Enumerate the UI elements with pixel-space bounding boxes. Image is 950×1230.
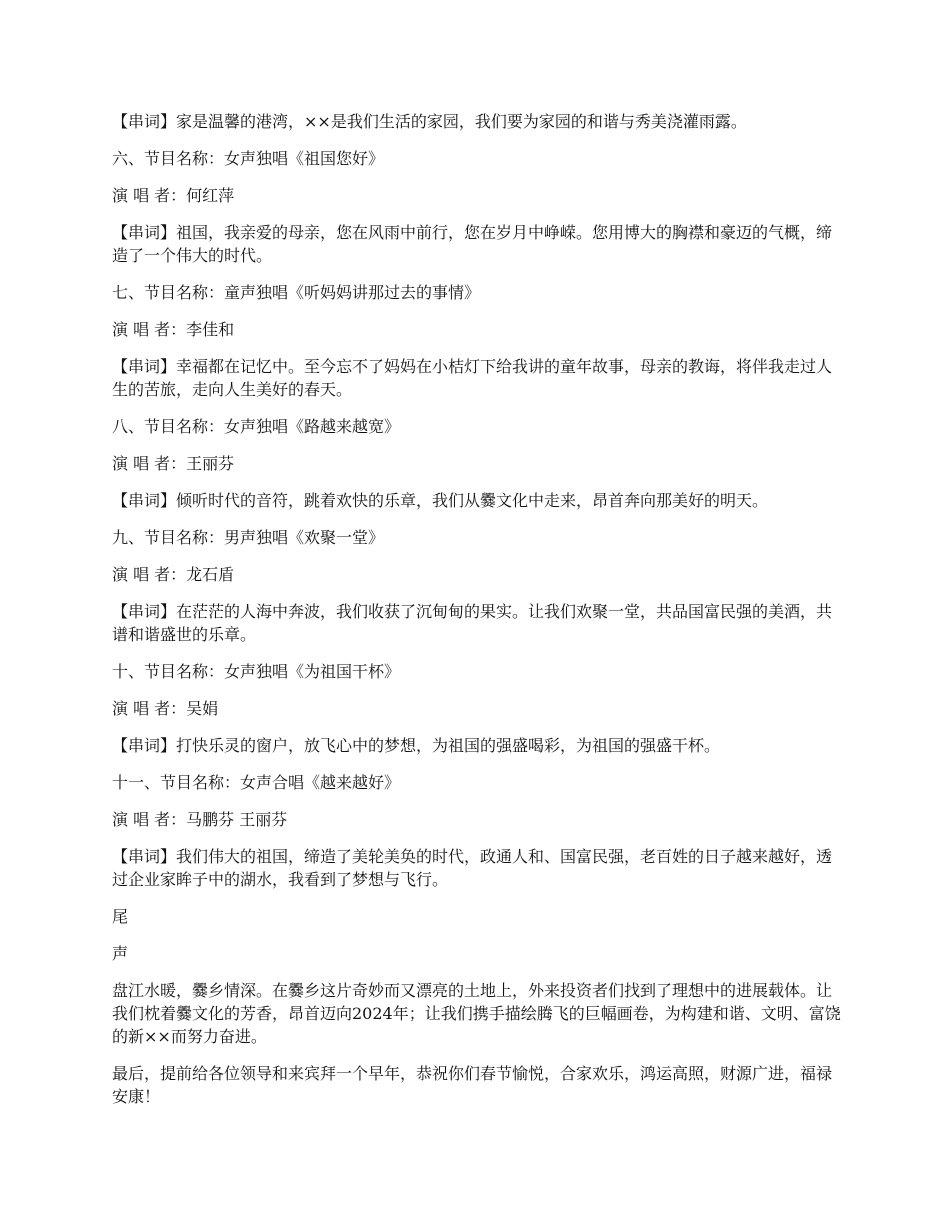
paragraph-transition-10: 【串词】打快乐灵的窗户，放飞心中的梦想，为祖国的强盛喝彩，为祖国的强盛干杯。	[112, 736, 721, 755]
epilogue-heading-part-2: 声	[112, 944, 129, 963]
epilogue-heading-part-1: 尾	[112, 907, 129, 926]
performer-9: 演 唱 者：龙石盾	[112, 565, 235, 584]
paragraph-transition-9: 【串词】在茫茫的人海中奔波，我们收获了沉甸甸的果实。让我们欢聚一堂，共品国富民强的美酒，共谱和谐盛世的乐章。	[112, 602, 833, 644]
performer-10: 演 唱 者：吴娟	[112, 699, 219, 718]
document-body	[112, 110, 842, 1122]
performer-8: 演 唱 者：王丽芬	[112, 454, 235, 473]
performer-7: 演 唱 者：李佳和	[112, 320, 235, 339]
paragraph-transition-6: 【串词】祖国，我亲爱的母亲，您在风雨中前行，您在岁月中峥嵘。您用博大的胸襟和豪迈的气概，缔造了一个伟大的时代。	[112, 223, 833, 265]
program-title-6: 六、节目名称：女声独唱《祖国您好》	[112, 149, 385, 168]
paragraph-transition-11: 【串词】我们伟大的祖国，缔造了美轮美奂的时代，政通人和、国富民强，老百姓的日子越来越好，透过企业家眸子中的湖水，我看到了梦想与飞行。	[112, 847, 833, 889]
performer-6: 演 唱 者：何红萍	[112, 186, 235, 205]
closing-paragraph: 最后，提前给各位领导和来宾拜一个早年，恭祝你们春节愉悦，合家欢乐，鸿运高照，财源广进，福禄安康！	[112, 1064, 833, 1106]
program-title-7: 七、节目名称：童声独唱《听妈妈讲那过去的事情》	[112, 283, 481, 302]
program-title-8: 八、节目名称：女声独唱《路越来越宽》	[112, 417, 401, 436]
program-title-9: 九、节目名称：男声独唱《欢聚一堂》	[112, 528, 385, 547]
program-title-11: 十一、节目名称：女声合唱《越来越好》	[112, 773, 401, 792]
paragraph-transition-1: 【串词】家是温馨的港湾，××是我们生活的家园，我们要为家园的和谐与秀美浇灌雨露。	[112, 112, 747, 131]
paragraph-transition-7: 【串词】幸福都在记忆中。至今忘不了妈妈在小桔灯下给我讲的童年故事，母亲的教诲，将伴我走过人生的苦旅，走向人生美好的春天。	[112, 357, 833, 399]
paragraph-transition-8: 【串词】倾听时代的音符，跳着欢快的乐章，我们从爨文化中走来，昂首奔向那美好的明天。	[112, 491, 769, 510]
epilogue-paragraph: 盘江水暖，爨乡情深。在爨乡这片奇妙而又漂亮的土地上，外来投资者们找到了理想中的进展载体。让我们枕着爨文化的芳香，昂首迈向2024年；让我们携手描绘腾飞的巨幅画卷，为构建和谐、文明、富饶的新××而努力奋进。	[112, 981, 841, 1046]
performer-11: 演 唱 者：马鹏芬 王丽芬	[112, 810, 288, 829]
program-title-10: 十、节目名称：女声独唱《为祖国干杯》	[112, 662, 401, 681]
